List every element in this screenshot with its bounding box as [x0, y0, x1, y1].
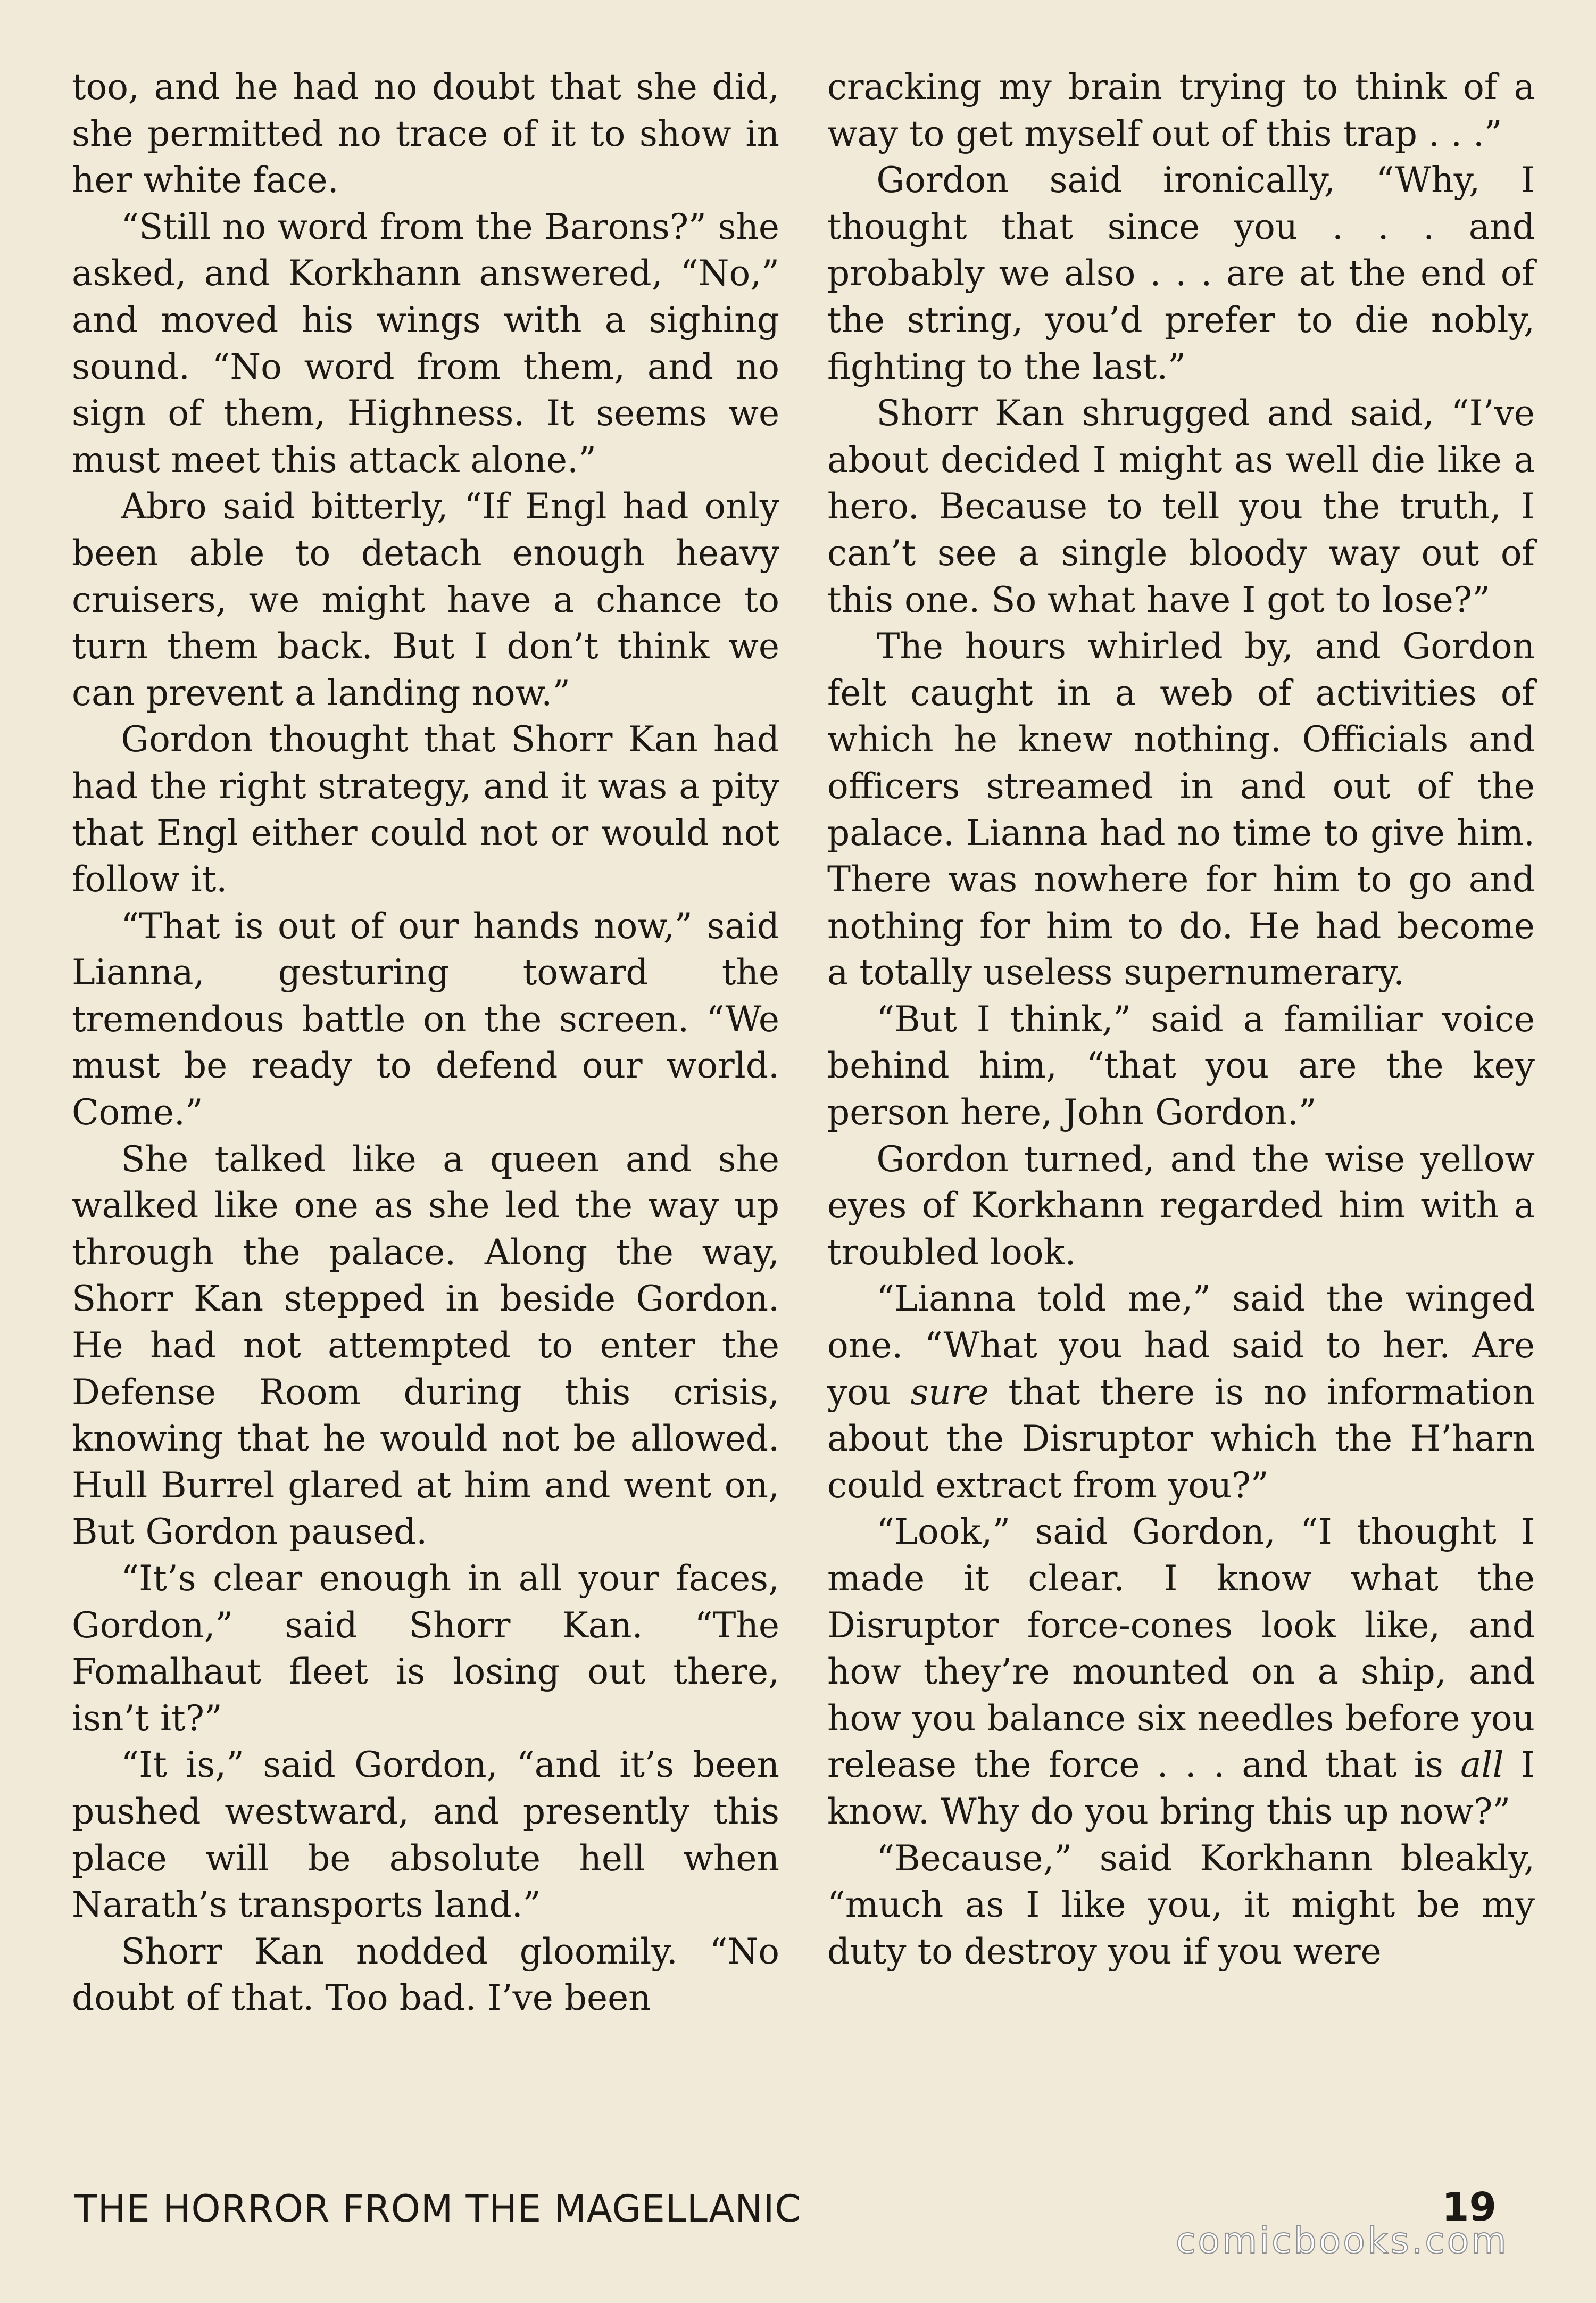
site-watermark: comicbooks.com — [1176, 2220, 1509, 2262]
paragraph — [827, 1509, 1535, 1835]
paragraph: cracking my brain trying to think of a way to get myself out of this trap . . .” — [827, 67, 1535, 154]
paragraph: Gordon said ironically, “Why, I thought that since you . . . and probably we also . . . are at the end of the string, you’d prefer to die nobly, fighting to the last.” — [827, 160, 1535, 387]
paragraph: The hours whirled by, and Gordon felt caught in a web of activities of which he knew nothing. Officials and officers streamed in and out of the palace. Lianna had no time to give him. There was nowhere for him to go and nothing for him to do. He had become a totally useless supernumerary. — [827, 626, 1535, 993]
paragraph: “That is out of our hands now,” said Lianna, gesturing toward the tremendous battle on the screen. “We must be ready to defend our world. Come.” — [72, 905, 779, 1133]
emphasis-text: sure — [910, 1371, 989, 1413]
paragraph: Shorr Kan nodded gloomily. “No doubt of that. Too bad. I’ve been — [72, 1931, 779, 2019]
paragraph: “Because,” said Korkhann bleakly, “much as I like you, it might be my duty to destroy you if you were — [827, 1837, 1535, 1972]
paragraph: Gordon thought that Shorr Kan had had the right strategy, and it was a pity that Engl either could not or would not follow it. — [72, 719, 779, 900]
text-run: “Look,” said Gordon, “I thought I made it clear. I know what the Disruptor force-cones look like, and how they’re mounted on a ship, and how you balance six needles before you release the force . . . and that is — [827, 1511, 1535, 1786]
paragraph: “But I think,” said a familiar voice behind him, “that you are the key person here, John Gordon.” — [827, 998, 1535, 1133]
text-run: “Lianna told me,” said the winged one. “What you had said to her. Are you — [827, 1278, 1535, 1413]
paragraph: She talked like a queen and she walked like one as she led the way up through the palace. Along the way, Shorr Kan stepped in beside Gordon. He had not attempted to enter the Defense Room during this crisis, knowing that he would not be allowed. Hull Burrel glared at him and went on, But Gordon paused. — [72, 1138, 779, 1553]
paragraph: Abro said bitterly, “If Engl had only been able to detach enough heavy cruisers, we might have a chance to turn them back. But I don’t think we can prevent a landing now.” — [72, 486, 779, 714]
running-footer-title: THE HORROR FROM THE MAGELLANIC — [74, 2187, 802, 2231]
page-number: 19 — [1442, 2184, 1497, 2230]
left-text-column — [72, 64, 779, 2022]
paragraph: “It is,” said Gordon, “and it’s been pushed westward, and presently this place will be absolute hell when Narath’s transports land.” — [72, 1744, 779, 1926]
paragraph: too, and he had no doubt that she did, she permitted no trace of it to show in her white face. — [72, 67, 779, 201]
paragraph — [827, 1275, 1535, 1509]
paragraph: Gordon turned, and the wise yellow eyes of Korkhann regarded him with a troubled look. — [827, 1138, 1535, 1273]
text-run: I know. Why do you bring this up now?” — [827, 1744, 1535, 1832]
text-run: that there is no information about the Disruptor which the H’harn could extract from you?” — [827, 1371, 1535, 1506]
emphasis-text: all — [1460, 1744, 1504, 1786]
paragraph: Shorr Kan shrugged and said, “I’ve about decided I might as well die like a hero. Because to tell you the truth, I can’t see a single bloody way out of this one. So what have I got to lose?” — [827, 393, 1535, 620]
paragraph: “It’s clear enough in all your faces, Gordon,” said Shorr Kan. “The Fomalhaut fleet is losing out there, isn’t it?” — [72, 1558, 779, 1739]
right-text-column — [827, 64, 1535, 1975]
paragraph: “Still no word from the Barons?” she asked, and Korkhann answered, “No,” and moved his wings with a sighing sound. “No word from them, and no sign of them, Highness. It seems we must meet this attack alone.” — [72, 206, 779, 481]
